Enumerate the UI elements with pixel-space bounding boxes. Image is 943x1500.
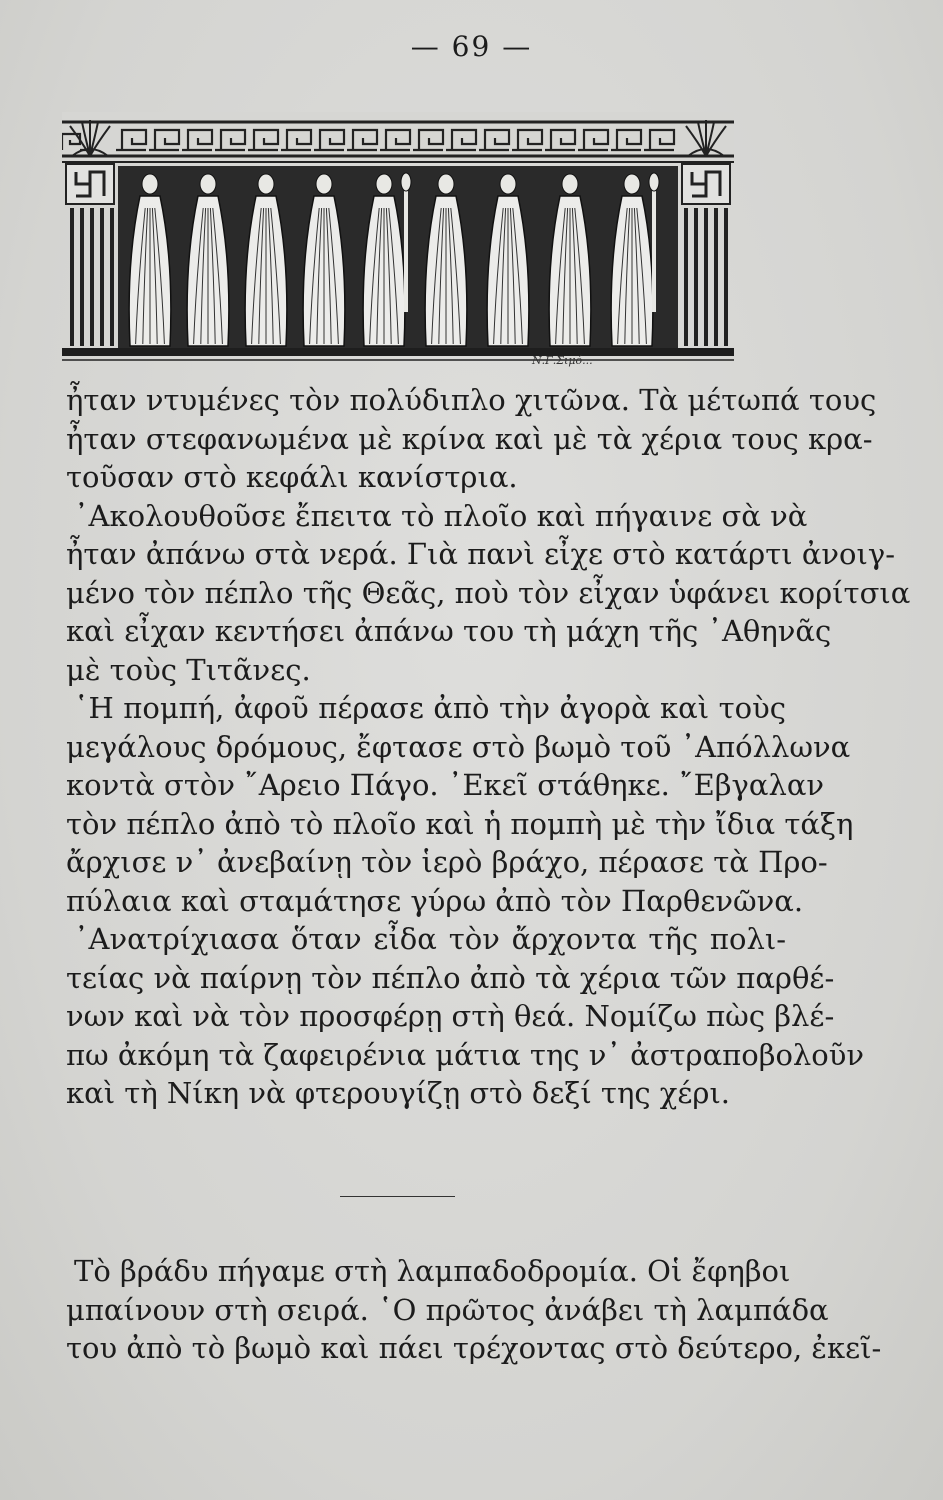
text-line: ἦταν ἀπάνω στὰ νερά. Γιὰ πανὶ εἶχε στὸ κατάρτι ἀνοιγ- [66, 537, 896, 571]
text-line: Τὸ βράδυ πήγαμε στὴ λαμπαδοδρομία. Οἱ ἔφηβοι [74, 1254, 791, 1288]
paragraph-3 [66, 689, 854, 920]
paragraph-1 [66, 381, 877, 497]
page-number: — 69 — [410, 30, 533, 63]
text-line: τείας νὰ παίρνῃ τὸν πέπλο ἀπὸ τὰ χέρια τῶν παρθέ- [66, 960, 835, 995]
text-line: τὸν πέπλο ἀπὸ τὸ πλοῖο καὶ ἡ πομπὴ μὲ τὴν ἴδια τάξη [66, 806, 854, 841]
text-line: μπαίνουν στὴ σειρά. ῾Ο πρῶτος ἀνάβει τὴ λαμπάδα [66, 1292, 829, 1327]
right-panel [682, 164, 730, 346]
text-line: πω ἀκόμη τὰ ζαφειρένια μάτια της ν᾽ ἀστραποβολοῦν [66, 1037, 865, 1072]
section-divider [340, 1196, 455, 1197]
text-line: ἄρχισε ν᾽ ἀνεβαίνῃ τὸν ἱερὸ βράχο, πέρασε τὰ Προ- [66, 845, 828, 879]
text-line: μὲ τοὺς Τιτᾶνες. [66, 652, 311, 687]
text-line: καὶ τὴ Νίκη νὰ φτερουγίζῃ στὸ δεξί της χέρι. [66, 1076, 731, 1110]
text-line: πύλαια καὶ σταμάτησε γύρω ἀπὸ τὸν Παρθενῶνα. [66, 883, 804, 918]
text-block-top [66, 381, 911, 1113]
paragraph-5 [66, 1252, 882, 1368]
text-line: μεγάλους δρόμους, ἔφτασε στὸ βωμὸ τοῦ ᾽Απόλλωνα [66, 729, 851, 764]
base-ground [62, 348, 734, 356]
artist-signature: Ν.Γ.Σιμό... [532, 354, 593, 367]
text-line: ἦταν ντυμένες τὸν πολύδιπλο χιτῶνα. Τὰ μέτωπά τους [66, 383, 877, 417]
text-block-bottom [66, 1252, 882, 1368]
frieze-illustration [62, 112, 734, 367]
text-line: κοντὰ στὸν ῎Αρειο Πάγο. ᾽Εκεῖ στάθηκε. ῎Εβγαλαν [66, 768, 825, 802]
text-line: τοῦσαν στὸ κεφάλι κανίστρια. [66, 460, 518, 494]
text-line: ἦταν στεφανωμένα μὲ κρίνα καὶ μὲ τὰ χέρια τους κρα- [66, 421, 873, 456]
paragraph-4 [66, 920, 865, 1113]
text-line: ᾽Ανατρίχιασα ὅταν εἶδα τὸν ἄρχοντα τῆς πολι- [74, 922, 786, 956]
text-line: νων καὶ νὰ τὸν προσφέρῃ στὴ θεά. Νομίζω πὼς βλέ- [66, 999, 835, 1033]
text-line: ᾽Ακολουθοῦσε ἔπειτα τὸ πλοῖο καὶ πήγαινε σὰ νὰ [74, 498, 808, 533]
procession-figures [129, 173, 659, 346]
text-line: ῾Η πομπή, ἀφοῦ πέρασε ἀπὸ τὴν ἀγορὰ καὶ τοὺς [74, 691, 786, 725]
paragraph-2 [66, 497, 911, 690]
left-panel [66, 164, 114, 346]
text-line: του ἀπὸ τὸ βωμὸ καὶ πάει τρέχοντας στὸ δεύτερο, ἐκεῖ- [66, 1331, 882, 1365]
text-line: καὶ εἶχαν κεντήσει ἀπάνω του τὴ μάχη τῆς ᾽Αθηνᾶς [66, 614, 832, 648]
text-line: μένο τὸν πέπλο τῆς Θεᾶς, ποὺ τὸν εἶχαν ὑφάνει κορίτσια [66, 575, 911, 610]
